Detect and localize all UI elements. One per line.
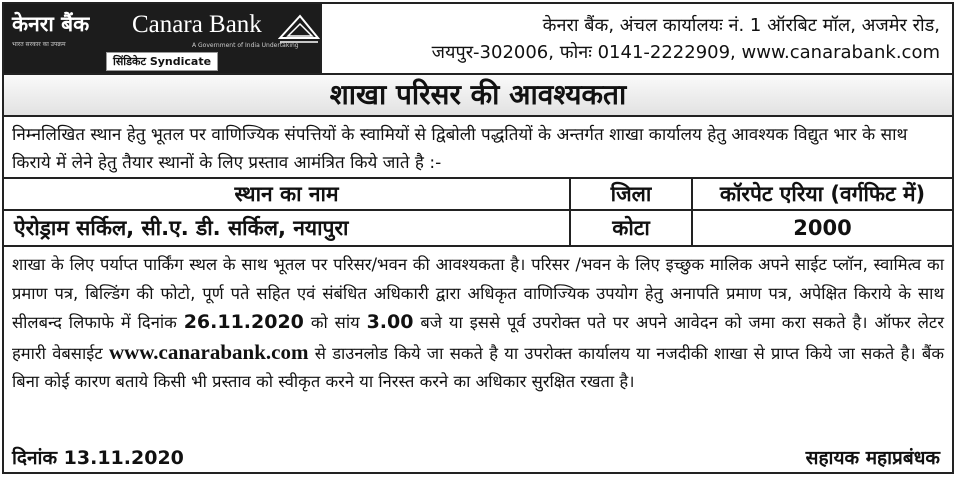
address-block	[322, 4, 952, 73]
column-header-district: जिला	[570, 179, 692, 210]
signatory: सहायक महाप्रबंधक	[805, 447, 940, 469]
logo-tagline-hindi: भारत सरकार का उपक्रम	[12, 41, 66, 48]
due-date: 26.11.2020	[183, 311, 304, 333]
logo-hindi-text: केनरा बैंक	[12, 12, 90, 36]
location-table	[4, 179, 952, 247]
table-header-row	[4, 179, 952, 210]
terms-text: शाखा के लिए पर्याप्त पार्किंग स्थल के साथ भूतल पर परिसर/भवन की आवश्यकता है। परिसर /भवन के लिए इच्छुक मालिक अपने साईट प्लॉन, स्वामित्व का प्रमाण पत्र, बिल्डिंग की फोटो, पूर्ण पते सहित एवं संबंधित अधिकारी द्वारा अधिकृत वाणिज्यिक उपयोग हेतु अनापति प्रमाण पत्र, अपेक्षित किराये के साथ सीलबन्द लिफाफे में दिनांक	[12, 255, 944, 332]
address-line: केनरा बैंक, अंचल कार्यालयः नं. 1 ऑरबिट मॉल, अजमेर रोड,	[542, 15, 940, 36]
website-link[interactable]: www.canarabank.com	[108, 339, 309, 364]
terms-text: बजे या इससे पूर्व उपरोक्त पते पर अपने आवेदन को जमा करा सकते है। ऑफर लेटर हमारी वेबसाईट	[12, 313, 944, 363]
cell-location: ऐरोड्राम सर्किल, सी.ए. डी. सर्किल, नयापुरा	[4, 210, 570, 246]
notice-title: शाखा परिसर की आवश्यकता	[4, 75, 952, 117]
cell-area: 2000	[692, 210, 952, 246]
due-time: 3.00	[366, 311, 414, 333]
logo-english-text: Canara Bank	[132, 11, 262, 38]
canara-bank-logo	[4, 4, 322, 73]
address-line: जयपुर-302006, फोनः 0141-2222909, www.canarabank.com	[431, 42, 940, 63]
syndicate-badge: सिंडिकेट Syndicate	[106, 52, 218, 71]
footer	[12, 444, 940, 470]
table-row	[4, 210, 952, 246]
terms-paragraph	[4, 247, 952, 397]
intro-paragraph: निम्नलिखित स्थान हेतु भूतल पर वाणिज्यिक संपत्तियों के स्वामियों से द्विबोली पद्धतियों के अन्तर्गत शाखा कार्यालय हेतु आवश्यक विद्युत भार के साथ किराये में लेने हेतु तैयार स्थानों के लिए प्रस्ताव आमंत्रित किये जाते है :-	[4, 117, 952, 179]
notice-date: दिनांक 13.11.2020	[12, 447, 184, 469]
canara-triangle-icon	[278, 12, 320, 46]
logo-tagline-english: A Government of India Undertaking	[192, 42, 299, 49]
advertisement	[2, 2, 954, 474]
header	[4, 4, 952, 75]
column-header-area: कॉरपेट एरिया (वर्गफिट में)	[692, 179, 952, 210]
terms-text: को सांय	[310, 313, 360, 332]
terms-text: से डाउनलोड किये जा सकते है या उपरोक्त कार्यालय या नजदीकी शाखा से प्राप्त किये जा सकते है। बैंक बिना कोई कारण बताये किसी भी प्रस्ताव को स्वीकृत करने या निरस्त करने का अधिकार सुरक्षित रखता है।	[12, 343, 944, 391]
cell-district: कोटा	[570, 210, 692, 246]
column-header-location: स्थान का नाम	[4, 179, 570, 210]
